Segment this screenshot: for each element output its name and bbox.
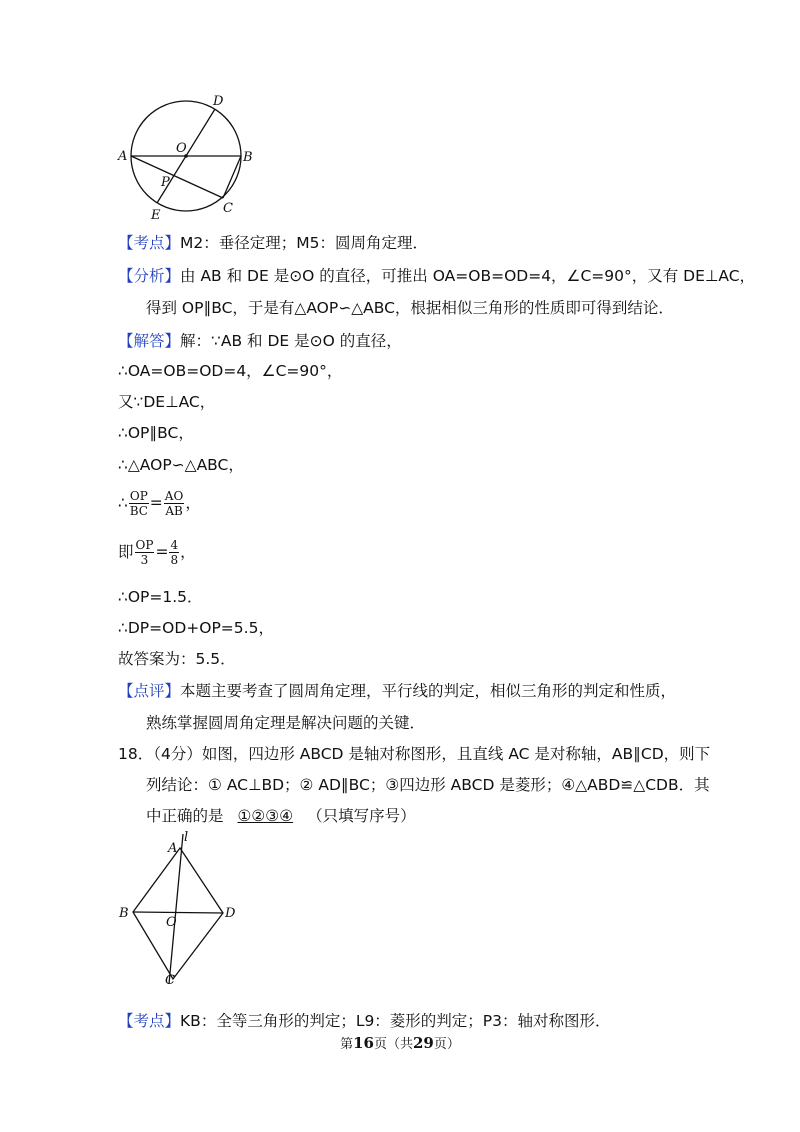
step-9: 故答案为：5.5． [118,650,236,668]
kaodian-text: KB：全等三角形的判定；L9：菱形的判定；P3：轴对称图形． [180,1012,611,1030]
question-18-line-3 [146,806,416,826]
label-a: A [118,149,128,164]
step-6-fraction [118,537,196,567]
step-5-fraction [118,488,201,518]
fenxi-text-1: 由 AB 和 DE 是⊙O 的直径，可推出 OA=OB=OD=4，∠C=90°，又有 DE⊥AC， [180,267,756,285]
fraction-op-3 [135,538,155,567]
fenxi-line-1 [118,266,755,286]
fenxi-line-2: 得到 OP∥BC，于是有△AOP∽△ABC，根据相似三角形的性质即可得到结论． [146,299,674,317]
q18-suffix: （只填写序号） [307,807,416,825]
jieda-line [118,331,402,351]
step-4: ∴△AOP∽△ABC， [118,456,244,474]
frac-numerator: OP [129,489,148,503]
dianping-text-1: 本题主要考查了圆周角定理，平行线的判定，相似三角形的判定和性质， [180,682,677,700]
page-number: 16 [353,1034,374,1052]
kaodian-2 [118,1011,611,1031]
diagonal-bd [133,912,223,913]
question-18-line-1: 18．（4分）如图，四边形 ABCD 是轴对称图形，且直线 AC 是对称轴，AB∥CD，则下 [118,745,711,763]
label-e: E [151,208,161,223]
step-6-suffix: ， [180,543,196,561]
label-c: C [165,973,175,988]
equals-sign: = [155,543,169,561]
footer-mid: 页（共 [373,1037,413,1052]
jieda-text: 解：∵AB 和 DE 是⊙O 的直径， [180,332,402,350]
equals-sign: = [149,494,163,512]
kaodian-1 [118,233,428,253]
label-o: O [176,141,187,156]
total-pages: 29 [413,1034,434,1052]
step-2: 又∵DE⊥AC， [118,393,216,411]
answer-blank: ①②③④ [237,807,294,825]
dianping-line-1 [118,681,676,701]
label-a: A [168,841,178,856]
label-o: O [166,915,177,930]
step-1: ∴OA=OB=OD=4，∠C=90°， [118,362,343,380]
circle-figure [115,92,275,227]
label-d: D [225,906,236,921]
kaodian-text: M2：垂径定理；M5：圆周角定理． [180,234,428,252]
fenxi-tag: 【分析】 [118,267,181,285]
axis-line-l [169,834,183,984]
frac-numerator: OP [135,538,154,552]
footer-post: 页） [433,1037,460,1052]
step-5-suffix: ， [185,494,201,512]
question-18-line-2: 列结论：① AC⊥BD；② AD∥BC；③四边形 ABCD 是菱形；④△ABD≌△CDB．其 [146,776,710,794]
fraction-op-bc [129,489,149,518]
label-b: B [243,150,253,165]
label-l: l [184,830,189,845]
label-p: P [161,175,170,190]
fraction-ao-ab [164,489,185,518]
frac-numerator: 4 [170,538,179,552]
kaodian-tag: 【考点】 [118,234,181,252]
chord-bc [223,156,241,198]
step-8: ∴DP=OD+OP=5.5， [118,619,274,637]
step-7: ∴OP=1.5． [118,588,203,606]
label-c: C [223,201,233,216]
frac-denominator: BC [129,504,148,518]
dianping-line-2: 熟练掌握圆周角定理是解决问题的关键． [146,714,426,732]
fraction-4-8 [169,538,179,567]
label-b: B [119,906,129,921]
dianping-tag: 【点评】 [118,682,181,700]
page-footer [0,1033,800,1052]
rhombus-figure [115,828,245,998]
kaodian-tag: 【考点】 [118,1012,181,1030]
step-3: ∴OP∥BC， [118,424,194,442]
frac-denominator: 8 [170,553,179,567]
frac-denominator: 3 [140,553,149,567]
q18-prefix: 中正确的是 [146,807,224,825]
footer-pre: 第 [340,1037,354,1052]
step-5-prefix: ∴ [118,494,128,512]
step-6-prefix: 即 [118,543,134,561]
jieda-tag: 【解答】 [118,332,181,350]
label-d: D [213,94,224,109]
frac-denominator: AB [165,504,183,518]
frac-numerator: AO [164,489,184,503]
